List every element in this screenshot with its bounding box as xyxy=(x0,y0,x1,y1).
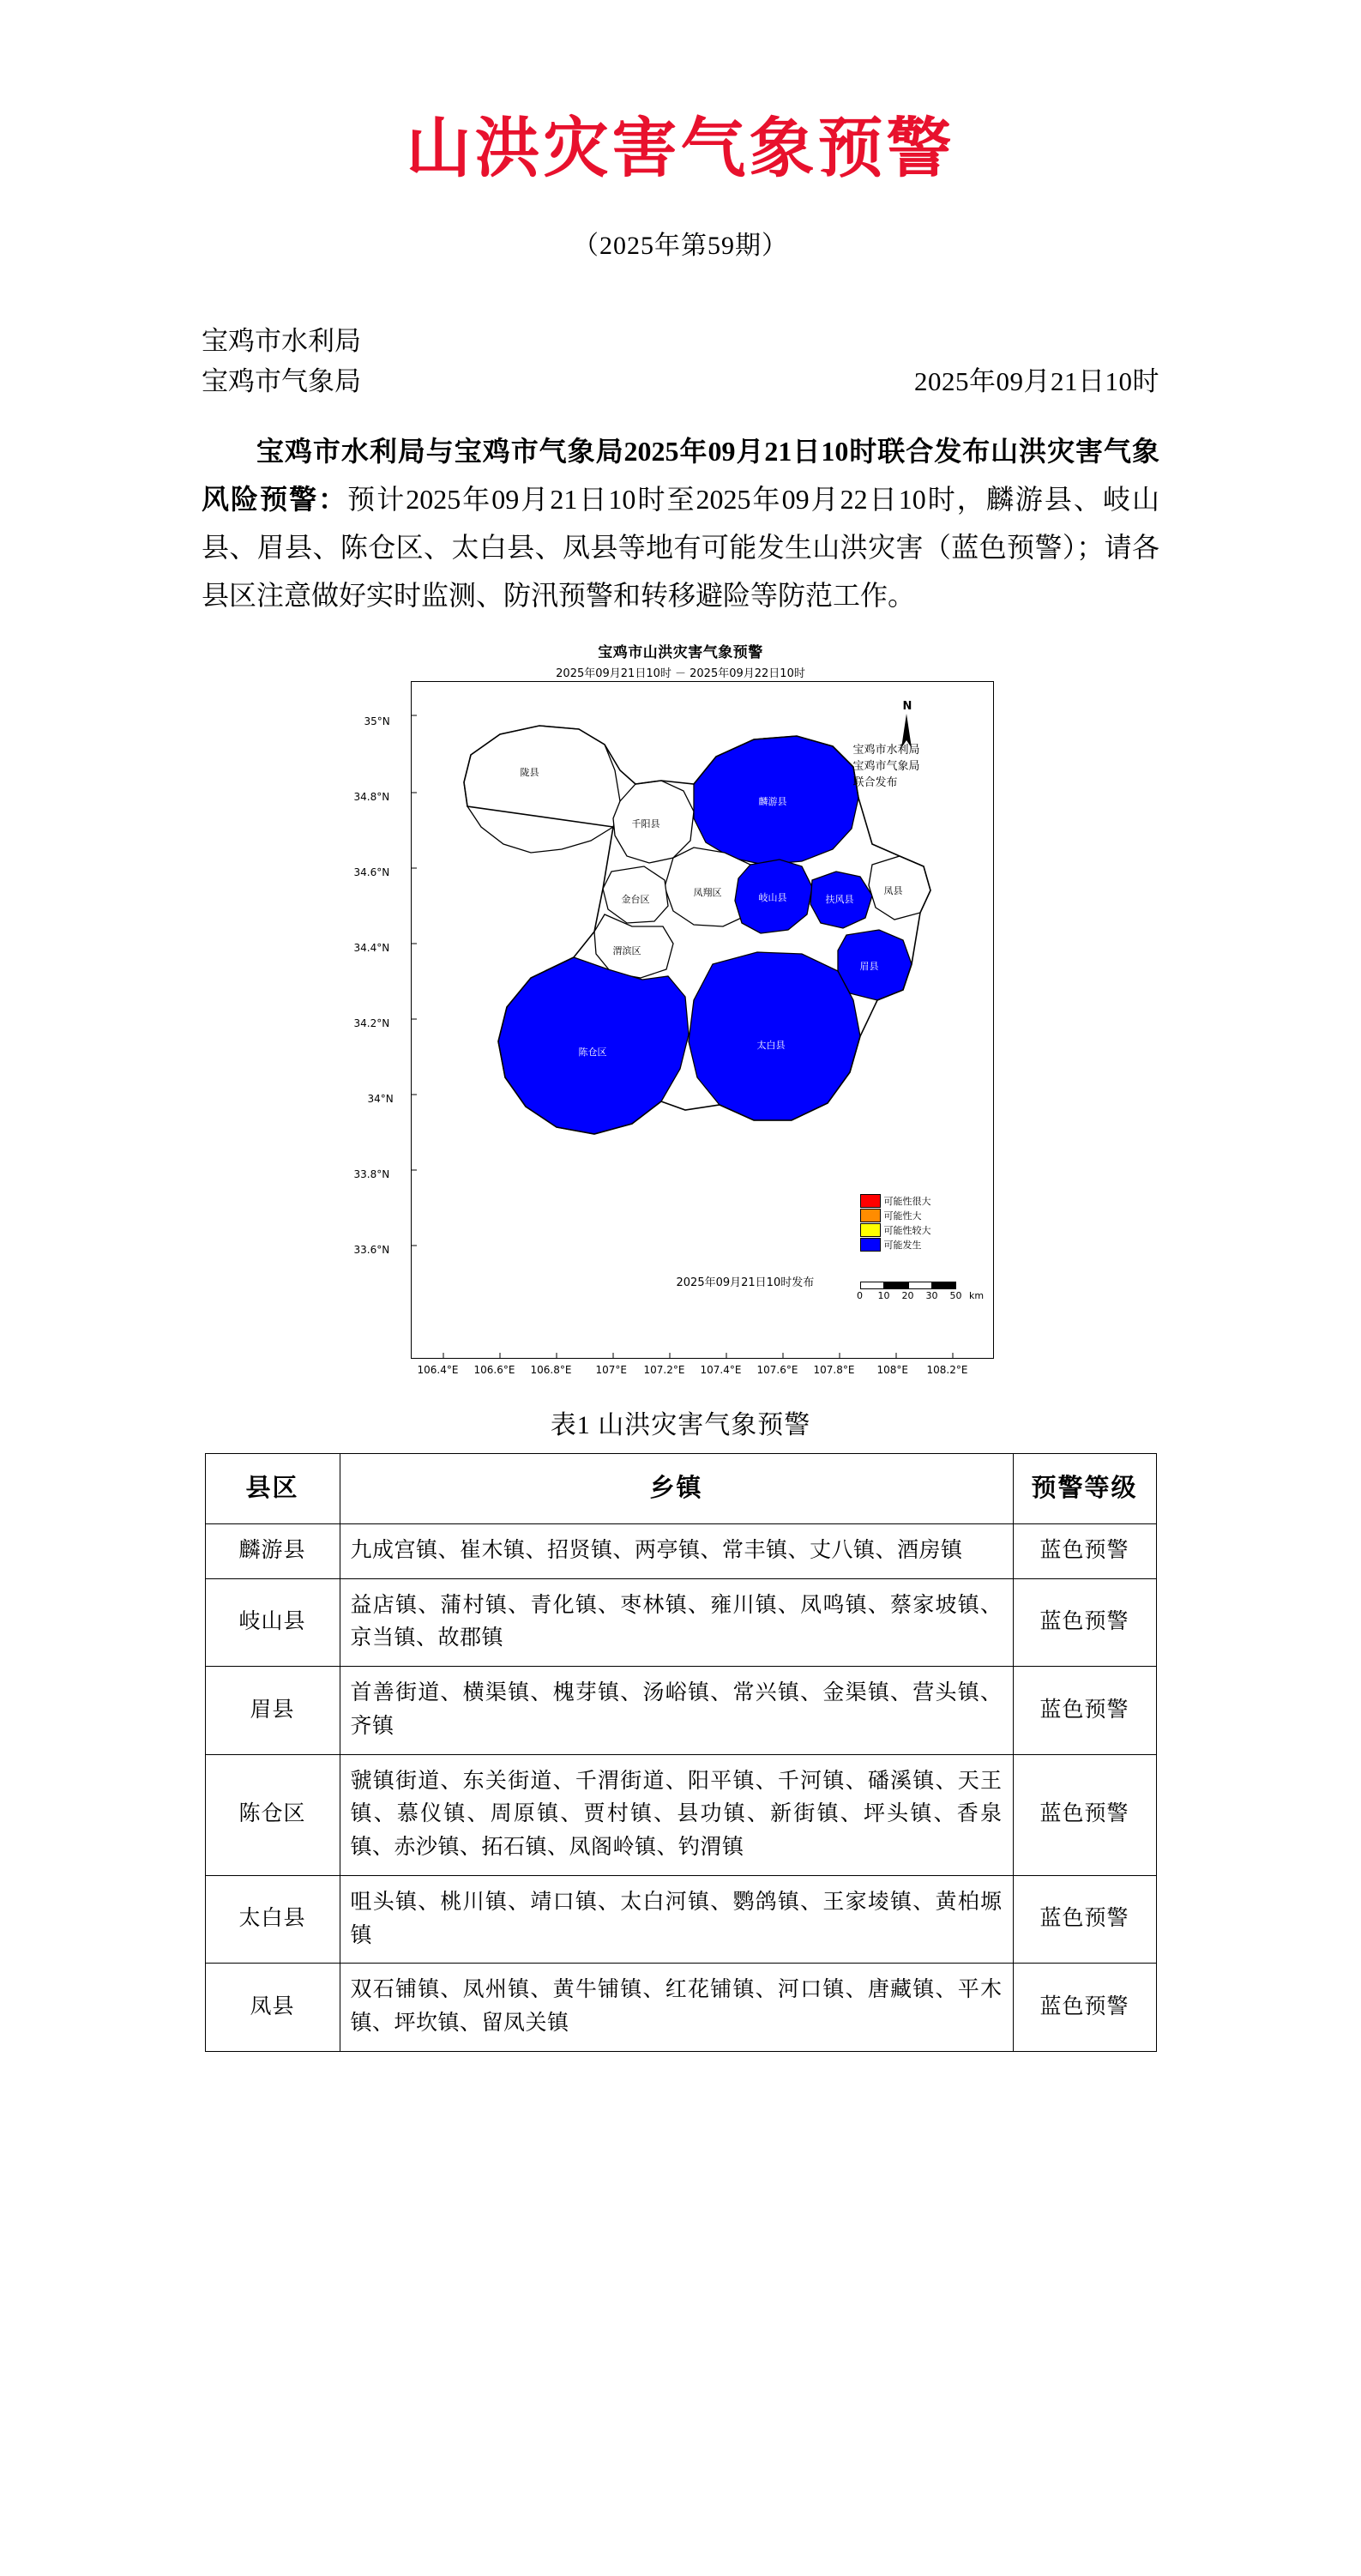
y-axis-label-4: 34.2°N xyxy=(353,1017,390,1029)
x-axis-label-6: 107.6°E xyxy=(756,1364,798,1376)
x-axis-label-8: 108°E xyxy=(876,1364,908,1376)
table-header-towns: 乡镇 xyxy=(340,1454,1013,1524)
warning-lead: 宝鸡市水利局与宝鸡市气象局2025年09月21日10时联合发布山洪灾害气象风险预警： xyxy=(202,436,1159,515)
scalebar-tick-1: 10 xyxy=(877,1290,890,1301)
row-towns: 首善街道、横渠镇、槐芽镇、汤峪镇、常兴镇、金渠镇、营头镇、齐镇 xyxy=(340,1667,1013,1755)
scalebar-seg xyxy=(932,1282,956,1289)
scalebar-tick-0: 0 xyxy=(857,1290,863,1301)
x-axis-label-5: 107.4°E xyxy=(700,1364,742,1376)
row-county: 麟游县 xyxy=(205,1523,340,1578)
y-axis-label-3: 34.4°N xyxy=(353,942,390,954)
x-axis-label-9: 108.2°E xyxy=(926,1364,968,1376)
y-axis-label-7: 33.6°N xyxy=(353,1244,390,1256)
map-label-qishan: 岐山县 xyxy=(758,892,787,903)
y-axis-label-0: 35°N xyxy=(364,715,390,727)
table-caption: 表1 山洪灾害气象预警 xyxy=(550,1411,811,1439)
map-issue-stamp: 2025年09月21日10时发布 xyxy=(676,1276,815,1289)
legend-swatch-very-likely xyxy=(860,1194,881,1208)
scalebar-seg xyxy=(908,1282,932,1289)
map-label-linyou: 麟游县 xyxy=(758,796,787,807)
map-label-fengxian: 凤县 xyxy=(883,885,903,896)
row-towns: 虢镇街道、东关街道、千渭街道、阳平镇、千河镇、磻溪镇、天王镇、慕仪镇、周原镇、贾村镇、县功镇、新街镇、坪头镇、香泉镇、赤沙镇、拓石镇、凤阁岭镇、钓渭镇 xyxy=(340,1754,1013,1875)
page-title: 山洪灾害气象预警 xyxy=(406,110,955,186)
row-towns: 双石铺镇、凤州镇、黄牛铺镇、红花铺镇、河口镇、唐藏镇、平木镇、坪坎镇、留凤关镇 xyxy=(340,1964,1013,2052)
table-row xyxy=(205,1578,1156,1667)
map-label-fengxiangqu: 凤翔区 xyxy=(693,887,722,898)
row-county: 陈仓区 xyxy=(205,1754,340,1875)
scalebar-seg xyxy=(860,1282,884,1289)
x-axis-label-4: 107.2°E xyxy=(643,1364,685,1376)
north-arrow-label: N xyxy=(902,700,912,713)
table-row xyxy=(205,1667,1156,1755)
map-label-weibin: 渭滨区 xyxy=(612,945,641,956)
map-subtitle: 2025年09月21日10时 － 2025年09月22日10时 xyxy=(556,667,805,680)
table-row xyxy=(205,1754,1156,1875)
row-level: 蓝色预警 xyxy=(1013,1754,1156,1875)
legend-item xyxy=(860,1223,931,1237)
map-publisher-line-1: 宝鸡市水利局 xyxy=(852,744,920,757)
y-axis-label-1: 34.8°N xyxy=(353,791,390,803)
map-publisher-line-2: 宝鸡市气象局 xyxy=(852,759,920,773)
row-towns: 九成宫镇、崔木镇、招贤镇、两亭镇、常丰镇、丈八镇、酒房镇 xyxy=(340,1523,1013,1578)
org-meteorological-bureau: 宝鸡市气象局 xyxy=(202,365,361,396)
row-level: 蓝色预警 xyxy=(1013,1964,1156,2052)
x-axis-label-0: 106.4°E xyxy=(417,1364,459,1376)
table-header-level: 预警等级 xyxy=(1013,1454,1156,1524)
legend-item xyxy=(860,1194,931,1208)
map-label-chencang: 陈仓区 xyxy=(578,1047,607,1058)
row-county: 眉县 xyxy=(205,1667,340,1755)
row-county: 太白县 xyxy=(205,1875,340,1964)
legend-label-likely: 可能性大 xyxy=(883,1210,922,1222)
row-county: 岐山县 xyxy=(205,1578,340,1667)
legend-item xyxy=(860,1209,931,1222)
map-label-fufeng: 扶风县 xyxy=(825,894,854,905)
legend-swatch-fairly-likely xyxy=(860,1223,881,1237)
document-page xyxy=(0,110,1361,2576)
legend-label-very-likely: 可能性很大 xyxy=(883,1196,931,1207)
warning-table xyxy=(205,1453,1157,2052)
map-legend xyxy=(860,1194,931,1252)
map-scalebar xyxy=(857,1282,985,1301)
map-publisher-line-3: 联合发布 xyxy=(852,775,898,789)
map-label-taibai: 太白县 xyxy=(756,1040,786,1051)
y-axis-label-2: 34.6°N xyxy=(353,866,390,878)
map-label-longxian: 陇县 xyxy=(520,767,539,778)
legend-item xyxy=(860,1238,931,1252)
y-axis-label-6: 33.8°N xyxy=(353,1168,390,1180)
scalebar-tick-3: 30 xyxy=(925,1290,938,1301)
legend-swatch-possible xyxy=(860,1238,881,1252)
scalebar-unit: km xyxy=(968,1290,985,1301)
issue-datetime: 2025年09月21日10时 xyxy=(914,365,1159,396)
scalebar-tick-4: 50 xyxy=(949,1290,962,1301)
row-level: 蓝色预警 xyxy=(1013,1578,1156,1667)
table-row xyxy=(205,1875,1156,1964)
flood-risk-map xyxy=(351,640,1011,1395)
x-axis-label-7: 107.8°E xyxy=(813,1364,855,1376)
x-axis-label-2: 106.8°E xyxy=(530,1364,572,1376)
warning-paragraph xyxy=(0,427,1361,619)
row-level: 蓝色预警 xyxy=(1013,1875,1156,1964)
map-label-qianyang: 千阳县 xyxy=(631,818,660,830)
org-water-bureau: 宝鸡市水利局 xyxy=(202,326,361,356)
table-row xyxy=(205,1523,1156,1578)
map-frame xyxy=(411,681,994,1359)
x-axis-label-1: 106.6°E xyxy=(473,1364,515,1376)
x-axis-label-3: 107°E xyxy=(595,1364,627,1376)
table-row xyxy=(205,1964,1156,2052)
issue-number: （2025年第59期） xyxy=(573,232,788,260)
org-date-row xyxy=(202,362,1159,402)
map-label-jintai: 金台区 xyxy=(621,894,650,905)
row-level: 蓝色预警 xyxy=(1013,1523,1156,1578)
row-level: 蓝色预警 xyxy=(1013,1667,1156,1755)
map-title: 宝鸡市山洪灾害气象预警 xyxy=(598,644,763,661)
legend-label-fairly-likely: 可能性较大 xyxy=(883,1225,931,1236)
table-header-row xyxy=(205,1454,1156,1524)
table-header-county: 县区 xyxy=(205,1454,340,1524)
issuing-organizations xyxy=(0,322,1361,401)
scalebar-segments xyxy=(860,1282,956,1289)
legend-label-possible: 可能发生 xyxy=(883,1240,922,1251)
scalebar-tick-2: 20 xyxy=(901,1290,914,1301)
row-towns: 益店镇、蒲村镇、青化镇、枣林镇、雍川镇、凤鸣镇、蔡家坡镇、京当镇、故郡镇 xyxy=(340,1578,1013,1667)
map-label-meixian: 眉县 xyxy=(859,961,879,972)
legend-swatch-likely xyxy=(860,1209,881,1222)
warning-rest: 预计2025年09月21日10时至2025年09月22日10时，麟游县、岐山县、眉县、陈仓区、太白县、凤县等地有可能发生山洪灾害（蓝色预警）；请各县区注意做好实时监测、防汛预警和转移避险等防范工作。 xyxy=(202,484,1159,611)
row-county: 凤县 xyxy=(205,1964,340,2052)
row-towns: 咀头镇、桃川镇、靖口镇、太白河镇、鹦鸽镇、王家堎镇、黄柏塬镇 xyxy=(340,1875,1013,1964)
scalebar-seg xyxy=(884,1282,908,1289)
y-axis-label-5: 34°N xyxy=(367,1093,394,1105)
map-publisher xyxy=(853,743,920,792)
